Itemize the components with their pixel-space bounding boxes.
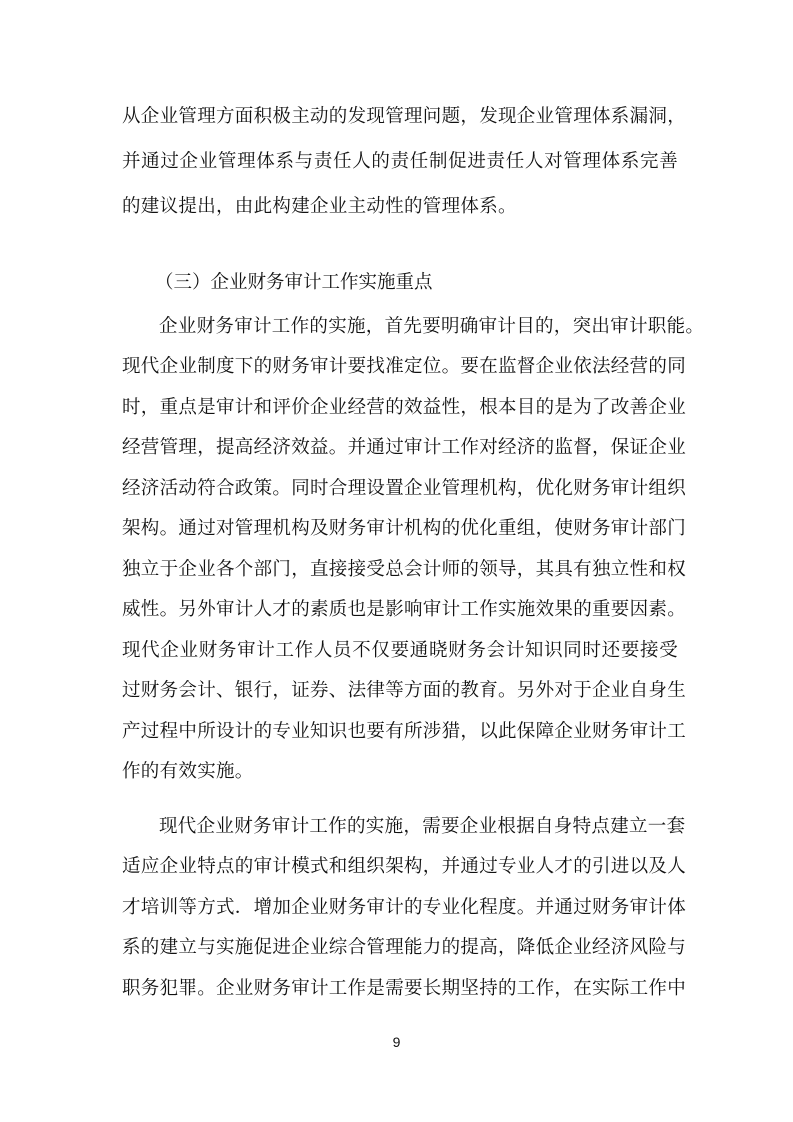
- text-line: 经营管理，提高经济效益。并通过审计工作对经济的监督，保证企业: [122, 437, 687, 458]
- text-line: 架构。通过对管理机构及财务审计机构的优化重组，使财务审计部门: [122, 518, 687, 539]
- text-line: 的建议提出，由此构建企业主动性的管理体系。: [122, 196, 517, 217]
- text-line: 从企业管理方面积极主动的发现管理问题，发现企业管理体系漏洞，: [122, 106, 687, 127]
- text-line: 系的建立与实施促进企业综合管理能力的提高，降低企业经济风险与: [122, 937, 687, 958]
- text-line: 独立于企业各个部门，直接接受总会计师的领导，其具有独立性和权: [122, 559, 687, 580]
- text-line: 现代企业财务审计工作的实施，需要企业根据自身特点建立一套: [159, 816, 686, 837]
- text-line: 现代企业财务审计工作人员不仅要通晓财务会计知识同时还要接受: [122, 640, 678, 661]
- text-line: 作的有效实施。: [122, 761, 254, 782]
- text-line: 时，重点是审计和评价企业经营的效益性，根本目的是为了改善企业: [122, 397, 687, 418]
- text-line: 威性。另外审计人才的素质也是影响审计工作实施效果的重要因素。: [122, 599, 687, 620]
- section-heading: （三）企业财务审计工作实施重点: [155, 272, 433, 293]
- text-line: 才培训等方式．增加企业财务审计的专业化程度。并通过财务审计体: [122, 897, 687, 918]
- text-line: 企业财务审计工作的实施，首先要明确审计目的，突出审计职能。: [159, 316, 705, 337]
- text-line: 职务犯罪。企业财务审计工作是需要长期坚持的工作，在实际工作中: [122, 978, 687, 999]
- text-line: 过财务会计、银行，证券、法律等方面的教育。另外对于企业自身生: [122, 680, 687, 701]
- text-line: 适应企业特点的审计模式和组织架构，并通过专业人才的引进以及人: [122, 856, 687, 877]
- text-line: 产过程中所设计的专业知识也要有所涉猎，以此保障企业财务审计工: [122, 721, 687, 742]
- text-line: 经济活动符合政策。同时合理设置企业管理机构，优化财务审计组织: [122, 478, 687, 499]
- text-line: 并通过企业管理体系与责任人的责任制促进责任人对管理体系完善: [122, 151, 678, 172]
- page-number: 9: [392, 1034, 401, 1050]
- text-line: 现代企业制度下的财务审计要找准定位。要在监督企业依法经营的同: [122, 356, 687, 377]
